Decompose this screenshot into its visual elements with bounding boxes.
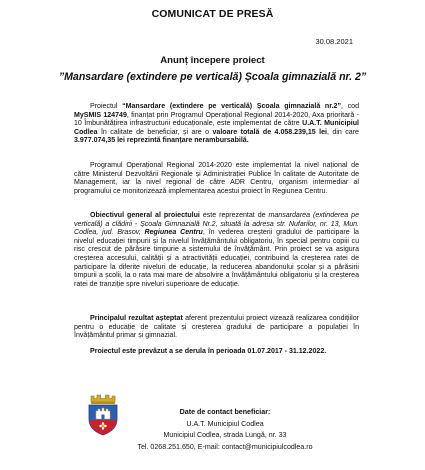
- program-implementation-paragraph: Programul Operațional Regional 2014-2020 este implementat la nivel național de către Ministerul Dezvoltării Regionale și Administrației Publice în calitate de Autoritate de Management, iar la nivel regional de către ADR Centru, organism intermediar al programului ce monitorizează implementarea acestui proiect în Regiunea Centru.: [74, 162, 359, 195]
- general-objective-paragraph: Obiectivul general al proiectului este reprezentat de mansardarea (extinderea pe verticală) a clădirii - Școala Gimnazială Nr.2, situată la adresa str. Nufarilor, nr. 13, Mun. Codlea, jud. Brasov, Regiunea Centru, în vederea creșterii gradului de participare la nivelul educației timpurii și la nivelul învățământului obligatoriu, în special pentru copiii cu risc crescut de părăsire timpurie a sistemului de învățământ. Prin proiect se va asigura creșterea accesului, calității și a atractivității educației, contribuind la creșterea ratei de participare la diferite niveluri de educație, la reducerea abandonului școlar și a părăsirii timpurii a școlii, la o rata mai mare de absolvire a învățământului obligatoriu și la creșterea ratei de tranziție spre niveluri superioare de educație.: [74, 212, 360, 288]
- contact-phone-email: Tel. 0268.251.650, E-mail: contact@municipiulcodlea.ro: [137, 442, 313, 451]
- contact-organization: U.A.T. Municipiul Codlea: [186, 419, 264, 428]
- expected-result-paragraph: Principalul rezultat așteptat aferent prezentului proiect vizează realizarea condițiilor pentru o educație de calitate și creșterea gradului de participare a populației în învățământul primar și gimnazial.: [74, 315, 359, 340]
- contact-title: Date de contact beneficiar:: [179, 408, 271, 416]
- release-date: 30.08.2021: [315, 37, 353, 46]
- contact-address: Municipiul Codlea, strada Lungă, nr. 33: [163, 431, 287, 440]
- announcement-heading: Anunț începere proiect: [160, 55, 265, 66]
- beneficiary-contact-block: [115, 407, 335, 453]
- project-summary-paragraph: Proiectul “Mansardare (extindere pe verticală) Școala gimnazială nr.2”, cod MySMIS 124749, finanțat prin Programul Operațional Regional 2014-2020, Axa prioritară - 10 Îmbunătățirea infrastructurii educaționale, este implementat de către U.A.T. Municipiul Codlea în calitate de beneficiar, și are o valoare totală de 4.058.239,15 lei, din care 3.977.074,35 lei reprezintă finanțare nerambursabilă.: [74, 103, 360, 145]
- project-period-paragraph: Proiectul este prevăzut a se derula în perioada 01.07.2017 - 31.12.2022.: [90, 348, 327, 355]
- press-release-title: COMUNICAT DE PRESĂ: [151, 8, 274, 20]
- project-title-heading: ”Mansardare (extindere pe verticală) Școala gimnazială nr. 2”: [58, 71, 367, 83]
